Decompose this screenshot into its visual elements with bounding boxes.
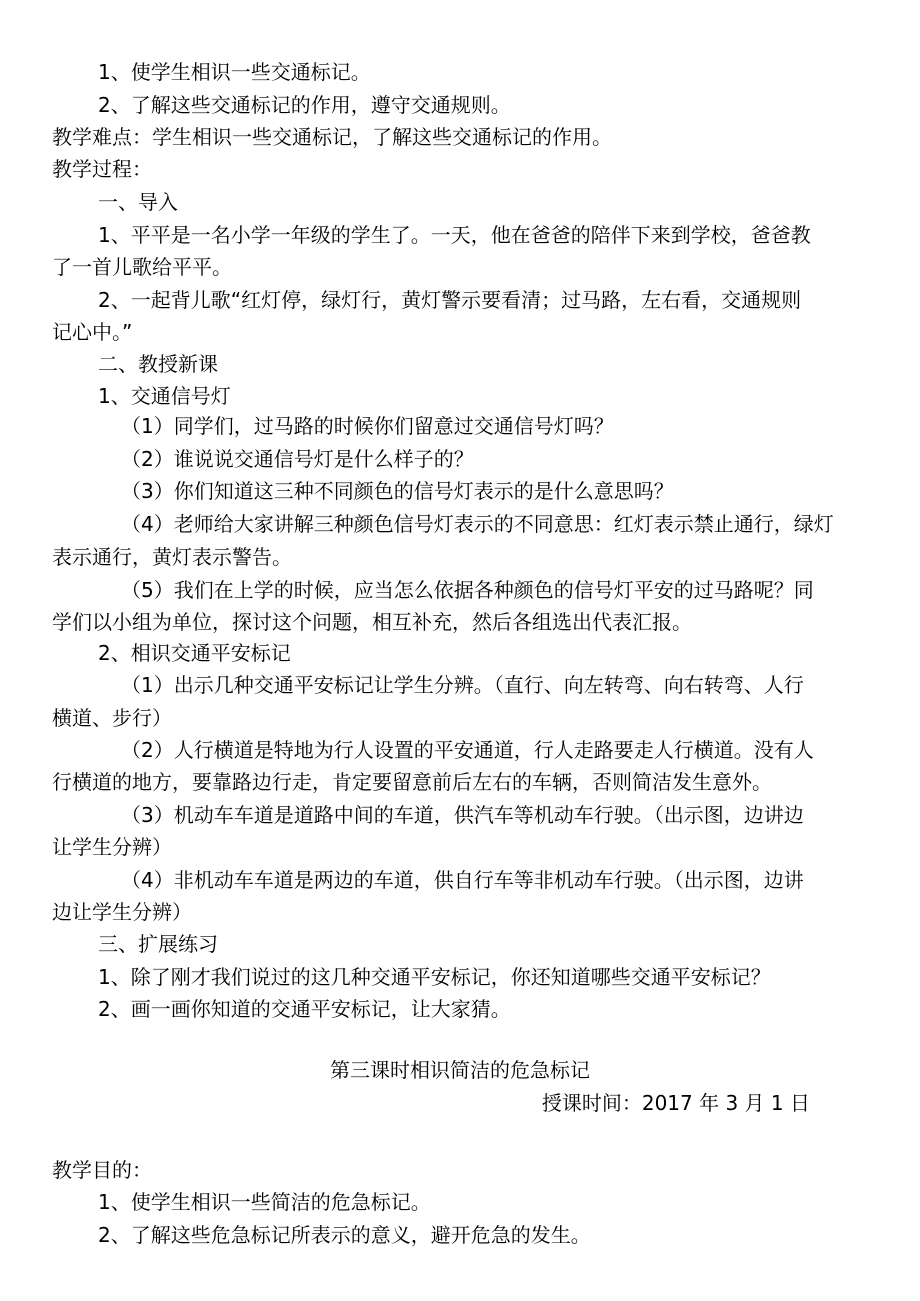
paragraph-line: 1、除了刚才我们说过的这几种交通平安标记，你还知道哪些交通平安标记？: [98, 965, 771, 989]
paragraph-line: （3）机动车车道是道路中间的车道，供汽车等机动车行驶。（出示图，边讲边: [121, 803, 804, 827]
objective-2: 2、了解这些危急标记所表示的意义，避开危急的发生。: [98, 1223, 591, 1247]
paragraph-line: 1、平平是一名小学一年级的学生了。一天，他在爸爸的陪伴下来到学校，爸爸教: [98, 223, 811, 247]
paragraph-line: （5）我们在上学的时候，应当怎么依据各种颜色的信号灯平安的过马路呢？同: [121, 578, 814, 602]
subheading-safety-signs: 2、相识交通平安标记: [98, 641, 291, 665]
paragraph-line: 2、画一画你知道的交通平安标记，让大家猜。: [98, 997, 511, 1021]
subheading-traffic-light: 1、交通信号灯: [98, 384, 231, 408]
lesson-date: 授课时间：2017 年 3 月 1 日: [541, 1091, 810, 1115]
heading-extension: 三、扩展练习: [98, 932, 218, 956]
heading-intro: 一、导入: [98, 190, 178, 214]
paragraph-line: （2）谁说说交通信号灯是什么样子的？: [121, 447, 474, 471]
paragraph-line: 让学生分辨）: [52, 835, 172, 859]
paragraph-line: （1）出示几种交通平安标记让学生分辨。（直行、向左转弯、向右转弯、人行: [121, 673, 804, 697]
paragraph-line: （1）同学们，过马路的时候你们留意过交通信号灯吗？: [121, 414, 614, 438]
paragraph-line: （2）人行横道是特地为行人设置的平安通道，行人走路要走人行横道。没有人: [121, 738, 814, 762]
paragraph-line: 了一首儿歌给平平。: [52, 255, 232, 279]
paragraph-line: （4）非机动车车道是两边的车道，供自行车等非机动车行驶。（出示图，边讲: [121, 868, 804, 892]
paragraph-line: （4）老师给大家讲解三种颜色信号灯表示的不同意思：红灯表示禁止通行，绿灯: [121, 512, 834, 536]
paragraph-line: 2、一起背儿歌“红灯停，绿灯行，黄灯警示要看清；过马路，左右看，交通规则: [98, 288, 802, 312]
teaching-process-label: 教学过程：: [52, 157, 152, 181]
paragraph-line: 学们以小组为单位，探讨这个问题，相互补充，然后各组选出代表汇报。: [52, 610, 692, 634]
heading-new-lesson: 二、教授新课: [98, 352, 218, 376]
paragraph-line: 行横道的地方，要靠路边行走，肯定要留意前后左右的车辆，否则简洁发生意外。: [52, 770, 772, 794]
objective-1: 1、使学生相识一些简洁的危急标记。: [98, 1190, 431, 1214]
paragraph-line: 边让学生分辨）: [52, 900, 192, 924]
section-title: 第三课时相识简洁的危急标记: [330, 1058, 590, 1082]
paragraph-line: 表示通行，黄灯表示警告。: [52, 545, 292, 569]
objectives-label: 教学目的：: [52, 1158, 152, 1182]
paragraph-line: （3）你们知道这三种不同颜色的信号灯表示的是什么意思吗？: [121, 479, 674, 503]
paragraph-line: 横道、步行）: [52, 706, 172, 730]
teaching-difficulty: 教学难点：学生相识一些交通标记，了解这些交通标记的作用。: [52, 125, 612, 149]
paragraph-line: 记心中。”: [52, 320, 133, 344]
objective-1: 1、使学生相识一些交通标记。: [98, 60, 371, 84]
objective-2: 2、了解这些交通标记的作用，遵守交通规则。: [98, 93, 511, 117]
